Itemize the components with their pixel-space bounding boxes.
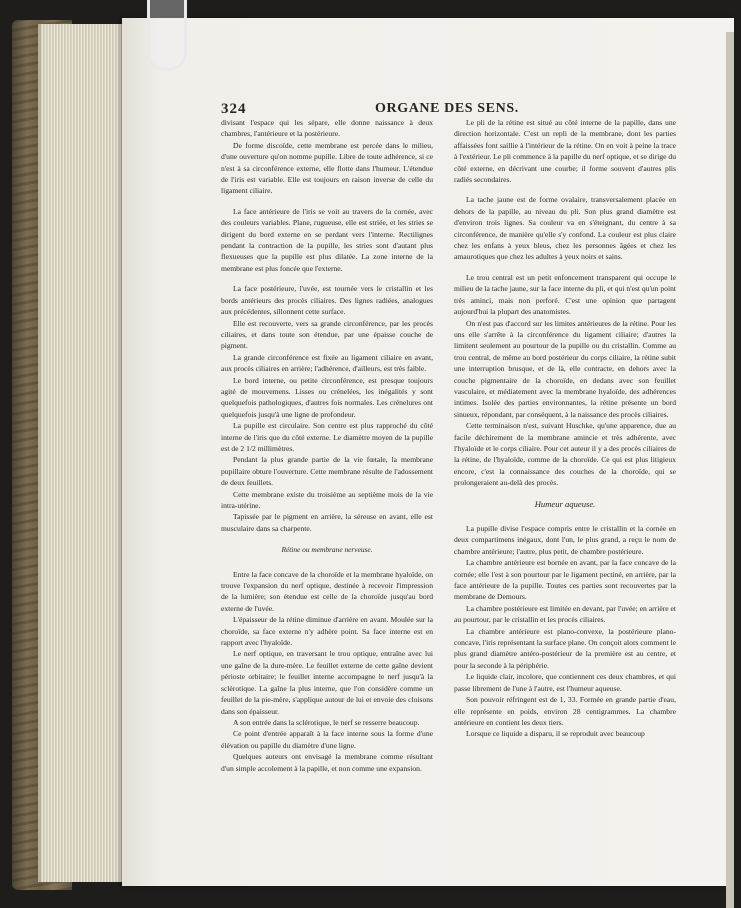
paragraph: La grande circonférence est fixée au ligament ciliaire en avant, aux procès ciliaires en arrière; l'adhérence, d'ailleurs, est très faible. [221, 352, 433, 374]
paragraph: Entre la face concave de la choroïde et la membrane hyaloïde, on trouve l'expansion du nerf optique, destinée à recevoir l'impression de la lumière; son étendue est celle de la choroïde jusqu'au bord externe de l'uvée. [221, 569, 433, 613]
paragraph: Ce point d'entrée apparaît à la face interne sous la forme d'une élévation ou papille du diamètre d'une ligne. [221, 729, 433, 750]
page-clip [147, 0, 187, 71]
paragraph: Le trou central est un petit enfoncement transparent qui occupe le milieu de la tache jaune, sur la face interne du pli, et qui n'est qu'un point très aminci, mais non perforé. C'est une opinion que partagent aujourd'hui la plupart des anatomistes. [454, 272, 676, 317]
paragraph: Quelques auteurs ont envisagé la membrane comme résultant d'un simple accolement à la papille, et non comme une expansion. [221, 752, 433, 773]
paragraph: La pupille est circulaire. Son centre est plus rapproché du côté interne de l'iris que du côté externe. Le diamètre moyen de la pupille est de 2 1/2 millimètres. [221, 421, 433, 453]
paragraph: La pupille divise l'espace compris entre le cristallin et la cornée en deux compartimens inégaux, dont l'un, le plus grand, a reçu le nom de chambre antérieure; l'autre, plus petit, de chambre postérieure. [454, 524, 676, 556]
right-column [454, 117, 676, 740]
page-stack-edges [38, 24, 127, 882]
paragraph: La face antérieure de l'iris se voit au travers de la cornée, avec des couleurs variables. Plane, rugueuse, elle est striée, et les stries se dirigent du bord externe en se perdant vers l'interne. Rectilignes pendant la contraction de la pupille, les stries sont d'autant plus flexueuses que la pupille est plus dilatée. La zone interne de la membrane est plus foncée que l'externe. [221, 206, 433, 273]
paragraph: On n'est pas d'accord sur les limites antérieures de la rétine. Pour les uns elle s'arrête à la circonférence du ligament ciliaire; d'autres la limitent seulement au pourtour de la pupille ou du cristallin. Comme au trou central, de même au bord postérieur du corps ciliaire, la rétine subit une interruption brusque, et de là, elle contracte, en dehors avec la couche pigmentaire de la choroïde, en dedans avec son feuillet vasculaire, et médiatement avec la membrane hyaloïde, des adhérences intimes. Isolée des parties environnantes, la rétine présente un bord sinueux, répondant, par conséquent, à la naissance des procès ciliaires. [454, 318, 676, 419]
paragraph: Elle est recouverte, vers sa grande circonférence, par les procès ciliaires, et dans toute son étendue, par une épaisse couche de pigment. [221, 318, 433, 351]
paragraph: Pendant la plus grande partie de la vie fœtale, la membrane pupillaire obture l'ouverture. Cette membrane résulte de l'adossement de deux feuillets. [221, 455, 433, 488]
page-right-edge [726, 32, 734, 908]
paragraph: Le pli de la rétine est situé au côté interne de la papille, dans une direction horizontale. C'est un repli de la membrane, dont les parties affaissées font saillie à l'intérieur de la rétine. On en voit à peine la trace à l'extérieur. Le pli commence à la papille du nerf optique, et se dirige du côté externe, en décrivant une courbe; il forme souvent d'autres plis radiés secondaires. [454, 118, 676, 185]
paragraph: Le bord interne, ou petite circonférence, est presque toujours agité de mouvemens. Lisses ou crénelées, les inégalités y sont quelquefois pathologiques, d'autres fois normales. Les crénelures ont quelquefois jusqu'à une ligne de profondeur. [221, 375, 433, 419]
paragraph: Lorsque ce liquide a disparu, il se reproduit avec beaucoup [466, 729, 645, 739]
paragraph: Son pouvoir réfringent est de 1, 33. Formée en grande partie d'eau, elle représente en poids, environ 28 centigrammes. La chambre antérieure en contient les deux tiers. [454, 695, 676, 727]
paragraph: Le liquide clair, incolore, que contiennent ces deux chambres, et qui passe librement de l'une à l'autre, est l'humeur aqueuse. [454, 672, 676, 693]
left-column [221, 117, 433, 774]
paragraph: Le nerf optique, en traversant le trou optique, entraîne avec lui une gaîne de la dure-mère. Le feuillet externe de cette gaîne devient périoste orbitaire; le feuillet interne accompagne le nerf jusqu'à la sclérotique. La gaîne la plus interne, que l'on considère comme un feuillet de la pie-mère, s'applique autour de lui et envoie des cloisons dans son épaisseur. [221, 649, 433, 716]
paragraph: Cette terminaison n'est, suivant Huschke, qu'une apparence, due au facile déchirement de la membrane amincie et très adhérente, avec l'hyaloïde et le corps ciliaire. Pour cet auteur il y a des procès ciliaires de la rétine, de l'hyaloïde, comme de la choroïde. Ce qui est plus litigieux encore, c'est la connaissance des couches de la choroïde, qui se prolongeraient au-delà des procès. [454, 421, 676, 488]
paragraph: La chambre postérieure est limitée en devant, par l'uvée; en arrière et au pourtour, par le cristallin et les procès ciliaires. [454, 603, 676, 625]
running-head: ORGANE DES SENS. [375, 101, 519, 116]
paragraph: L'épaisseur de la rétine diminue d'arrière en avant. Moulée sur la choroïde, sa face externe n'y adhère point. Sa face interne est en rapport avec l'hyaloïde. [221, 615, 433, 648]
paragraph: Tapissée par le pigment en arrière, la séreuse en avant, elle est musculaire dans sa charpente. [221, 512, 433, 533]
section-heading: Humeur aqueuse. [534, 498, 596, 509]
paragraph: La chambre antérieure est plano-convexe, la postérieure plano-concave, l'iris représentant la surface plane. On conçoit alors comment le plus grand diamètre antéro-postérieur de la première est au centre, et pour la seconde à la périphérie. [454, 626, 676, 670]
paragraph: De forme discoïde, cette membrane est percée dans le milieu, d'une ouverture qu'on nomme pupille. Libre de toute adhérence, si ce n'est à sa circonférence externe, elle flotte dans l'humeur. L'étendue de l'iris est variable. Elle est toujours en raison inverse de celle du ligament ciliaire. [221, 140, 433, 196]
paragraph: La face postérieure, l'uvée, est tournée vers le cristallin et les bords antérieurs des procès ciliaires. Des lignes radiées, analogues aux précédentes, sillonnent cette surface. [221, 284, 433, 317]
paragraph: A son entrée dans la sclérotique, le nerf se resserre beaucoup. [233, 717, 420, 727]
paragraph: La tache jaune est de forme ovalaire, transversalement placée en dehors de la papille, au niveau du pli. Son plus grand diamètre est d'environ trois lignes. Sa couleur va en s'éteignant, du centre à sa circonférence, de manière qu'elle s'y confond. La couleur est plus claire chez les enfans à yeux bleus, chez les personnes âgées et chez les amaurotiques que chez les adultes à yeux noirs et sains. [454, 195, 676, 262]
paragraph: Cette membrane existe du troisième au septième mois de la vie intra-utérine. [221, 489, 433, 510]
paragraph: La chambre antérieure est bornée en avant, par la face concave de la cornée; elle l'est à son pourtour par le ligament pectiné, en arrière, par la face antérieure de la pupille. Toutes ces parties sont recouvertes par la membrane de Demours. [454, 558, 676, 602]
section-heading: Rétine ou membrane nerveuse. [281, 545, 373, 555]
paragraph: divisant l'espace qui les sépare, elle donne naissance à deux chambres, l'antérieure et la postérieure. [221, 118, 433, 139]
page-number: 324 [221, 101, 247, 117]
